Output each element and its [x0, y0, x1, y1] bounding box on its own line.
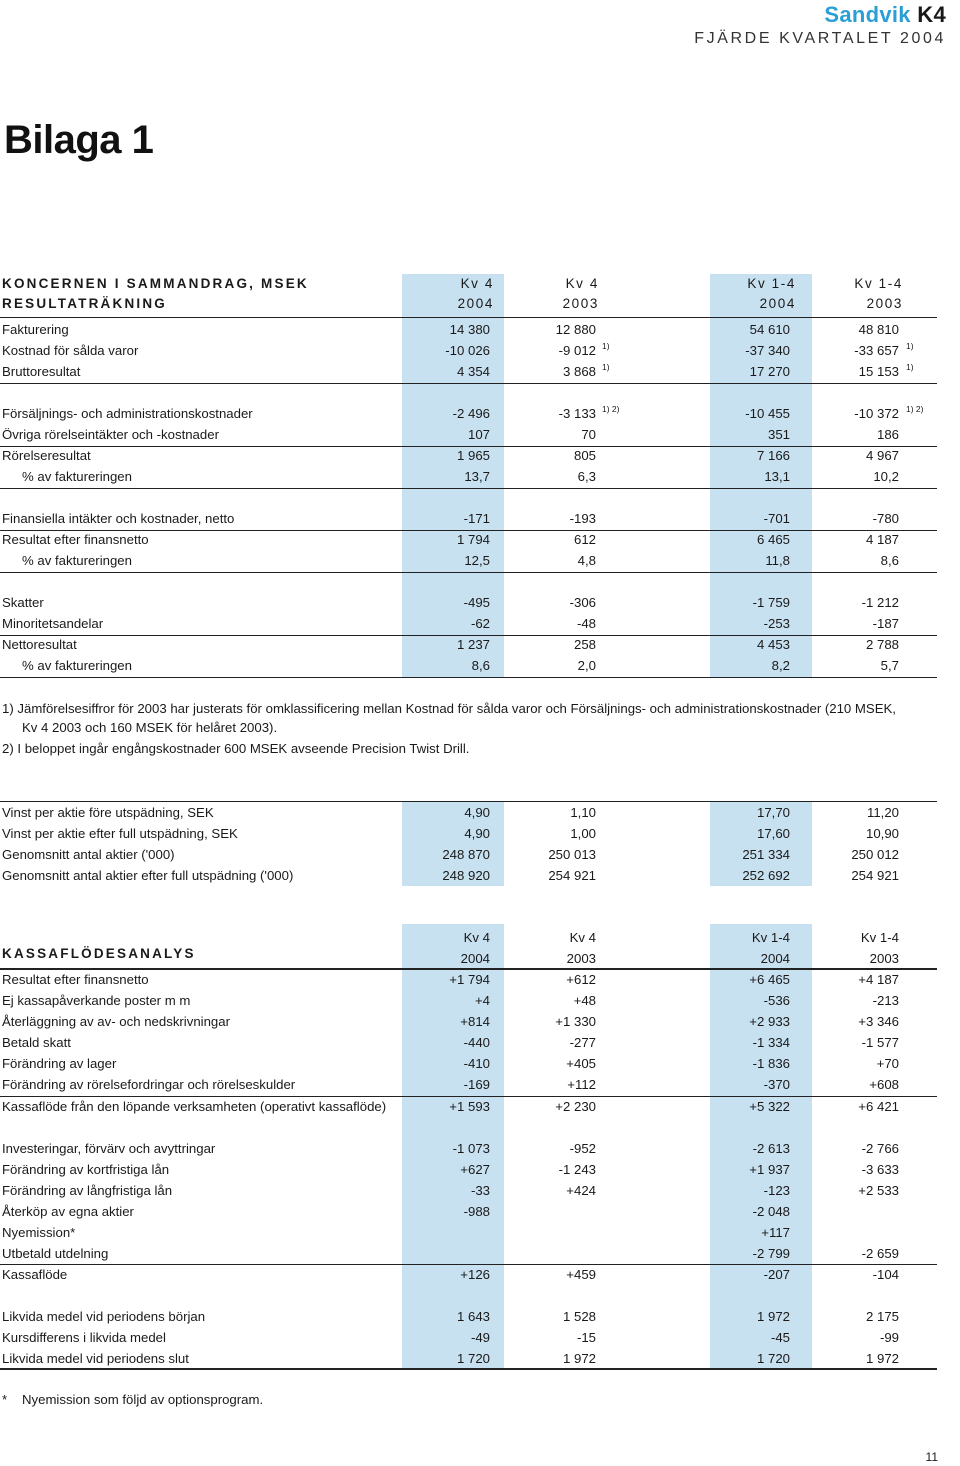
cell-value: -123	[763, 1183, 790, 1198]
table-row	[0, 530, 937, 551]
row-label: Försäljnings- och administrationskostnader	[2, 406, 253, 421]
col-header-year: 2004	[760, 951, 790, 966]
footnote: 1) Jämförelsesiffror för 2003 har justerats för omklassificering mellan Kostnad för sålda varor och Försäljnings- och administrationskostnader (210 MSEK,	[2, 701, 896, 716]
cell-value: 612	[573, 532, 596, 547]
table-row	[0, 1307, 937, 1328]
cell-value: 17,70	[756, 805, 790, 820]
cell-value: 107	[467, 427, 490, 442]
cell-value: +608	[869, 1077, 899, 1092]
cell-value: +117	[761, 1225, 790, 1240]
row-label: Vinst per aktie före utspädning, SEK	[2, 805, 214, 820]
cell-value: 4,8	[577, 553, 596, 568]
col-header-year: 2004	[457, 296, 494, 311]
row-label: Kursdifferens i likvida medel	[2, 1330, 166, 1345]
row-label: Återköp av egna aktier	[2, 1204, 134, 1219]
cell-value: 12,5	[464, 553, 490, 568]
footnote-ref: 1)	[906, 362, 914, 372]
page-number: 11	[925, 1450, 938, 1464]
cell-value: -277	[569, 1035, 596, 1050]
col-header-period: Kv 1-4	[854, 276, 903, 291]
cell-value: -104	[872, 1267, 899, 1282]
table-row	[0, 593, 937, 614]
row-label: Kassaflöde från den löpande verksamheten (operativt kassaflöde)	[2, 1099, 387, 1114]
row-label: % av faktureringen	[22, 553, 132, 568]
table-row	[0, 1012, 937, 1033]
row-label: Resultat efter finansnetto	[2, 972, 149, 987]
cell-value: -2 659	[861, 1246, 899, 1261]
row-label: Genomsnitt antal aktier ('000)	[2, 847, 175, 862]
cell-value: +1 937	[749, 1162, 790, 1177]
table-row	[0, 1328, 937, 1349]
cell-value: -10 372	[854, 406, 899, 421]
cell-value: 250 012	[851, 847, 899, 862]
cell-value: +2 933	[749, 1014, 790, 1029]
table-row	[0, 866, 937, 887]
footnote-ref: 1)	[602, 341, 610, 351]
cell-value: -99	[879, 1330, 899, 1345]
cell-value: 248 870	[442, 847, 490, 862]
footnote-ref: 1) 2)	[602, 404, 620, 414]
cell-value: -2 048	[752, 1204, 790, 1219]
cell-value: 2 788	[865, 637, 899, 652]
col-header-period: Kv 1-4	[751, 930, 790, 945]
cell-value: 54 610	[749, 322, 790, 337]
table-row	[0, 1033, 937, 1054]
cell-value: 254 921	[851, 868, 899, 883]
col-header-year: 2003	[866, 296, 903, 311]
table-row	[0, 1097, 937, 1118]
col-header-year: 2003	[562, 296, 599, 311]
footnote: Kv 4 2003 och 160 MSEK för helåret 2003).	[22, 720, 278, 735]
col-header-period: Kv 4	[463, 930, 490, 945]
cell-value: 12 880	[555, 322, 596, 337]
table-row	[0, 1054, 937, 1075]
cell-value: +6 465	[749, 972, 790, 987]
cell-value: -536	[763, 993, 790, 1008]
cell-value: 4,90	[464, 826, 490, 841]
col-header-period: Kv 4	[565, 276, 599, 291]
cell-value: -253	[763, 616, 790, 631]
cell-value: +424	[566, 1183, 596, 1198]
cell-value: -10 455	[745, 406, 790, 421]
col-header-year: 2003	[566, 951, 596, 966]
cell-value: 4 967	[865, 448, 899, 463]
row-label: Förändring av lager	[2, 1056, 117, 1071]
row-label: Nettoresultat	[2, 637, 77, 652]
cell-value: -1 212	[861, 595, 899, 610]
cell-value: -952	[569, 1141, 596, 1156]
cell-value: 1 237	[456, 637, 490, 652]
cell-value: +2 230	[555, 1099, 596, 1114]
cell-value: 254 921	[548, 868, 596, 883]
cell-value: +405	[566, 1056, 596, 1071]
table-row	[0, 970, 937, 991]
cell-value: 4 187	[865, 532, 899, 547]
table-row	[0, 635, 937, 656]
row-label: Likvida medel vid periodens slut	[2, 1351, 189, 1366]
cell-value: +5 322	[749, 1099, 790, 1114]
cell-value: -2 766	[861, 1141, 899, 1156]
cell-value: +459	[566, 1267, 596, 1282]
cell-value: 6 465	[756, 532, 790, 547]
cell-value: -49	[470, 1330, 490, 1345]
row-label: Förändring av långfristiga lån	[2, 1183, 173, 1198]
row-label: Förändring av kortfristiga lån	[2, 1162, 170, 1177]
divider	[0, 317, 937, 318]
table-row	[0, 614, 937, 635]
cell-value: 3 868	[562, 364, 596, 379]
cell-value: 805	[573, 448, 596, 463]
table-row	[0, 341, 937, 362]
cell-value: +2 533	[858, 1183, 899, 1198]
cell-value: -2 799	[752, 1246, 790, 1261]
table-row	[0, 803, 937, 824]
table-row	[0, 509, 937, 530]
footnote-ref: 1)	[602, 362, 610, 372]
col-header-period: Kv 1-4	[860, 930, 899, 945]
cell-value: 351	[767, 427, 790, 442]
cell-value: 1 794	[456, 532, 490, 547]
cell-value: 1 965	[456, 448, 490, 463]
cell-value: 1 720	[756, 1351, 790, 1366]
cell-value: 4 453	[756, 637, 790, 652]
income-subheading: RESULTATRÄKNING	[2, 296, 167, 311]
cell-value: -701	[763, 511, 790, 526]
cell-value: 251 334	[742, 847, 790, 862]
cell-value: -440	[463, 1035, 490, 1050]
row-label: Förändring av rörelsefordringar och rörelseskulder	[2, 1077, 296, 1092]
divider	[0, 1368, 937, 1370]
cell-value: 17 270	[749, 364, 790, 379]
cell-value: 248 920	[442, 868, 490, 883]
cell-value: -45	[770, 1330, 790, 1345]
cell-value: 1 972	[756, 1309, 790, 1324]
cell-value: 6,3	[577, 469, 596, 484]
table-row	[0, 1244, 937, 1265]
cell-value: -410	[463, 1056, 490, 1071]
cell-value: -306	[569, 595, 596, 610]
table-row	[0, 446, 937, 467]
cashflow-heading: KASSAFLÖDESANALYS	[2, 946, 196, 961]
cell-value: -988	[463, 1204, 490, 1219]
cell-value: +70	[876, 1056, 899, 1071]
cell-value: 186	[876, 427, 899, 442]
cell-value: +814	[460, 1014, 490, 1029]
row-label: Resultat efter finansnetto	[2, 532, 149, 547]
cell-value: 1 720	[456, 1351, 490, 1366]
row-label: Finansiella intäkter och kostnader, netto	[2, 511, 235, 526]
table-row	[0, 1223, 937, 1244]
table-row	[0, 1265, 937, 1286]
cell-value: +1 593	[449, 1099, 490, 1114]
cell-value: 1 528	[562, 1309, 596, 1324]
cell-value: 8,2	[771, 658, 790, 673]
row-label: Vinst per aktie efter full utspädning, SEK	[2, 826, 238, 841]
col-header-year: 2003	[869, 951, 899, 966]
cell-value: 11,20	[866, 805, 899, 820]
cell-value: 252 692	[742, 868, 790, 883]
row-label: Återläggning av av- och nedskrivningar	[2, 1014, 230, 1029]
table-row	[0, 320, 937, 341]
divider	[0, 572, 937, 573]
footnote: Nyemission som följd av optionsprogram.	[22, 1392, 264, 1407]
cell-value: -213	[872, 993, 899, 1008]
cell-value: 258	[573, 637, 596, 652]
footnote-ref: 1)	[906, 341, 914, 351]
cell-value: 1 643	[456, 1309, 490, 1324]
cell-value: 2 175	[865, 1309, 899, 1324]
footnote-ref: 1) 2)	[906, 404, 924, 414]
table-row	[0, 404, 937, 425]
row-label: Betald skatt	[2, 1035, 71, 1050]
cell-value: 8,6	[471, 658, 490, 673]
cell-value: 48 810	[858, 322, 899, 337]
cell-value: 10,90	[865, 826, 899, 841]
cell-value: 13,7	[464, 469, 490, 484]
table-row	[0, 425, 937, 446]
cell-value: -9 012	[558, 343, 596, 358]
cell-value: +1 330	[555, 1014, 596, 1029]
row-label: Minoritetsandelar	[2, 616, 104, 631]
row-label: Nyemission*	[2, 1225, 76, 1240]
table-row	[0, 362, 937, 383]
cell-value: -1 243	[558, 1162, 596, 1177]
brand-name: Sandvik	[824, 2, 911, 27]
cell-value: -10 026	[445, 343, 490, 358]
footnote: 2) I beloppet ingår engångskostnader 600 MSEK avseende Precision Twist Drill.	[2, 741, 470, 756]
row-label: Genomsnitt antal aktier efter full utspädning ('000)	[2, 868, 294, 883]
cell-value: 1 972	[865, 1351, 899, 1366]
cell-value: -3 633	[861, 1162, 899, 1177]
cell-value: -48	[576, 616, 596, 631]
col-header-period: Kv 4	[460, 276, 494, 291]
table-row	[0, 1202, 937, 1223]
table-row	[0, 551, 937, 572]
cell-value: 70	[581, 427, 596, 442]
cell-value: 17,60	[756, 826, 790, 841]
cell-value: 13,1	[764, 469, 790, 484]
cell-value: +612	[566, 972, 596, 987]
footnote-marker: *	[2, 1392, 8, 1407]
cell-value: -1 759	[752, 595, 790, 610]
cell-value: -2 613	[752, 1141, 790, 1156]
cell-value: -370	[763, 1077, 790, 1092]
row-label: Skatter	[2, 595, 44, 610]
cell-value: 15 153	[858, 364, 899, 379]
cell-value: +4	[474, 993, 490, 1008]
col-header-year: 2004	[460, 951, 490, 966]
cell-value: +3 346	[858, 1014, 899, 1029]
cell-value: 14 380	[449, 322, 490, 337]
cell-value: +4 187	[858, 972, 899, 987]
divider	[0, 488, 937, 489]
cell-value: 8,6	[880, 553, 899, 568]
cell-value: -3 133	[558, 406, 596, 421]
page-title: Bilaga 1	[4, 118, 154, 162]
table-row	[0, 845, 937, 866]
cell-value: 250 013	[548, 847, 596, 862]
row-label: Fakturering	[2, 322, 69, 337]
row-label: Investeringar, förvärv och avyttringar	[2, 1141, 216, 1156]
cell-value: -1 334	[752, 1035, 790, 1050]
divider	[0, 383, 937, 384]
table-row	[0, 1349, 937, 1370]
cell-value: -62	[470, 616, 490, 631]
cell-value: -33	[470, 1183, 490, 1198]
cell-value: -15	[576, 1330, 596, 1345]
row-label: Ej kassapåverkande poster m m	[2, 993, 191, 1008]
row-label: % av faktureringen	[22, 469, 132, 484]
row-label: Likvida medel vid periodens början	[2, 1309, 206, 1324]
table-row	[0, 1075, 937, 1096]
row-label: Övriga rörelseintäkter och -kostnader	[2, 427, 219, 442]
cell-value: 1,10	[570, 805, 596, 820]
cell-value: 1,00	[570, 826, 596, 841]
table-row	[0, 1160, 937, 1181]
cell-value: -2 496	[452, 406, 490, 421]
cell-value: -1 073	[452, 1141, 490, 1156]
col-header-period: Kv 4	[569, 930, 596, 945]
table-row	[0, 824, 937, 845]
col-header-period: Kv 1-4	[747, 276, 796, 291]
cell-value: -193	[569, 511, 596, 526]
row-label: Rörelseresultat	[2, 448, 91, 463]
table-row	[0, 467, 937, 488]
divider	[0, 801, 937, 802]
table-row	[0, 1139, 937, 1160]
cell-value: +112	[567, 1077, 596, 1092]
cell-value: 11,8	[765, 553, 790, 568]
cell-value: -171	[463, 511, 490, 526]
report-code: K4	[917, 2, 946, 27]
cell-value: 10,2	[873, 469, 899, 484]
row-label: % av faktureringen	[22, 658, 132, 673]
cell-value: -1 836	[752, 1056, 790, 1071]
row-label: Kassaflöde	[2, 1267, 68, 1282]
cell-value: -780	[872, 511, 899, 526]
cell-value: 4 354	[456, 364, 490, 379]
income-heading: KONCERNEN I SAMMANDRAG, MSEK	[2, 276, 309, 291]
cell-value: 1 972	[562, 1351, 596, 1366]
cell-value: +126	[460, 1267, 490, 1282]
cell-value: 2,0	[577, 658, 596, 673]
cell-value: -33 657	[854, 343, 899, 358]
cell-value: +6 421	[858, 1099, 899, 1114]
cell-value: -37 340	[745, 343, 790, 358]
row-label: Kostnad för sålda varor	[2, 343, 139, 358]
cell-value: -207	[763, 1267, 790, 1282]
cell-value: +1 794	[449, 972, 490, 987]
table-row	[0, 656, 937, 677]
cell-value: 5,7	[880, 658, 899, 673]
cell-value: 4,90	[464, 805, 490, 820]
row-label: Bruttoresultat	[2, 364, 81, 379]
row-label: Utbetald utdelning	[2, 1246, 109, 1261]
cell-value: +627	[460, 1162, 490, 1177]
report-subtitle: FJÄRDE KVARTALET 2004	[694, 30, 946, 47]
cell-value: -187	[872, 616, 899, 631]
cell-value: +48	[573, 993, 596, 1008]
cell-value: -1 577	[861, 1035, 899, 1050]
divider	[0, 677, 937, 678]
table-row	[0, 1181, 937, 1202]
table-row	[0, 991, 937, 1012]
brand-logo	[824, 2, 946, 28]
cell-value: -169	[463, 1077, 490, 1092]
cell-value: -495	[463, 595, 490, 610]
col-header-year: 2004	[759, 296, 796, 311]
cell-value: 7 166	[756, 448, 790, 463]
